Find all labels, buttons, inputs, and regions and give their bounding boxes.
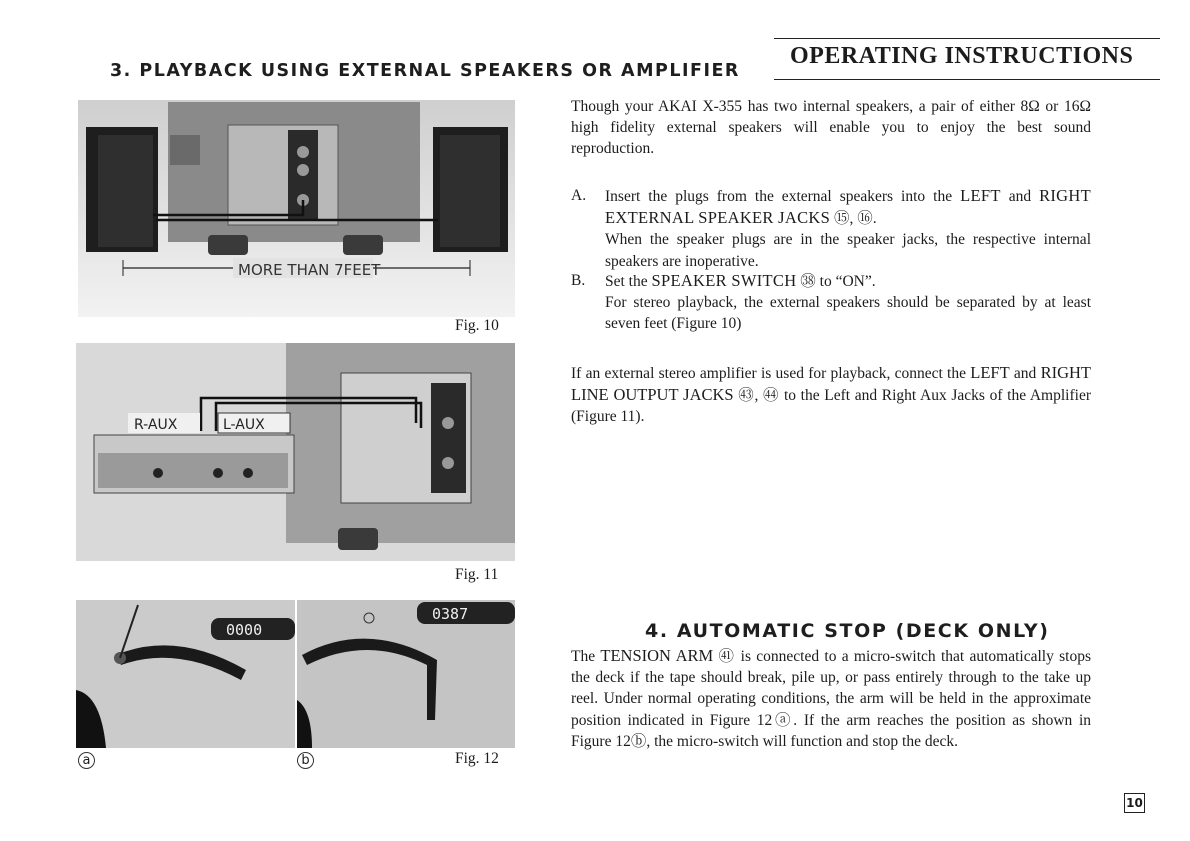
figure-12a-photo [76,600,295,748]
step-b-label: B. [571,272,586,289]
amp-text-end: ㊸, ㊹ to the Left and Right Aux Jacks of the Amplifier (Figure 11). [571,387,1091,426]
figure-12-caption: Fig. 12 [455,750,499,767]
page-number: 10 [1124,793,1145,813]
step-a-label: A. [571,187,587,204]
fig11-r-aux-label: R-AUX [134,417,178,433]
amp-text: If an external stereo amplifier is used for playback, connect the [571,365,971,382]
fig12b-counter: 0387 [432,605,469,623]
figure-12b-marker: b [297,752,314,769]
tension-arm-caps: TENSION ARM [600,646,714,665]
step-b-on: ㊳ to “ON”. [796,273,876,290]
step-b-note: For stereo playback, the external speakers should be separated by at least seven feet (Figure 10) [605,294,1091,333]
step-a [571,185,1091,275]
fig11-l-aux-label: L-AUX [223,417,265,433]
page-title: OPERATING INSTRUCTIONS [790,43,1134,69]
step-a-left-caps: LEFT [960,186,1001,205]
auto-text-end: ㊶ is connected to a micro-switch that automatically stops the deck if the tape should break, pile up, or pass entirely through to the take up reel. Under normal operating conditions, the arm will be held in the approximate position indicated in Figure 12ⓐ. If the arm reaches the position as shown in Figure 12ⓑ, the micro-switch will function and stop the deck. [571,648,1091,750]
fig12a-counter: 0000 [226,621,263,639]
step-a-note: When the speaker plugs are in the speaker jacks, the respective internal speakers are inoperative. [605,231,1091,270]
auto-stop-paragraph [571,645,1091,752]
step-a-and: and [1000,188,1040,205]
step-a-text: Insert the plugs from the external speakers into the [605,188,961,205]
amplifier-paragraph [571,362,1091,428]
auto-text: The [571,648,601,665]
fig10-distance-label: MORE THAN 7FEET [238,261,381,279]
step-a-jack-numbers: ⑮, ⑯. [830,210,877,228]
figure-11-caption: Fig. 11 [455,566,499,583]
amp-and: and [1009,365,1041,382]
section-3-heading: 3. PLAYBACK USING EXTERNAL SPEAKERS OR AMPLIFIER [110,61,740,81]
amp-left-caps: LEFT [970,363,1010,382]
step-b-text: Set the [605,273,652,290]
step-a-jacks-caps: RIGHT EXTERNAL SPEAKER JACKS [605,186,1091,228]
intro-paragraph: Though your AKAI X-355 has two internal speakers, a pair of either 8Ω or 16Ω high fidelity external speakers will enable you to enjoy the best sound reproduction. [571,98,1091,158]
figure-10-caption: Fig. 10 [455,317,499,334]
figure-11-photo [76,343,515,561]
figure-10-photo [78,100,515,317]
figure-12b-photo [297,600,515,748]
step-b-switch-caps: SPEAKER SWITCH [651,271,797,290]
section-4-heading: 4. AUTOMATIC STOP (DECK ONLY) [645,620,1050,642]
figure-12a-marker: a [78,752,95,769]
step-b [571,270,1091,340]
amp-jacks-caps: RIGHT LINE OUTPUT JACKS [571,363,1091,405]
